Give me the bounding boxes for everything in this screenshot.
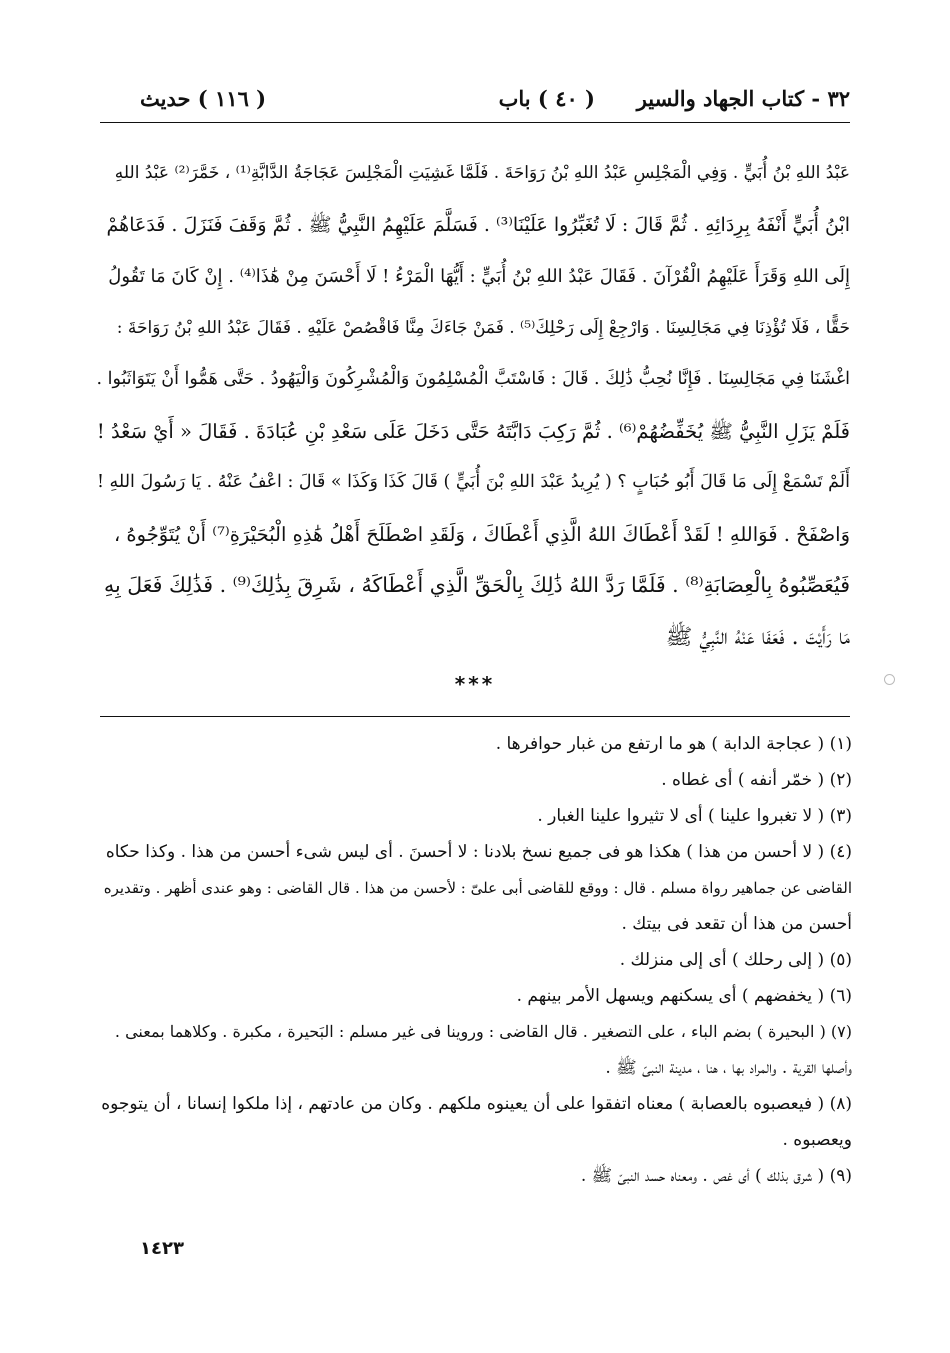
- header-hadith-number: ( ١١٦ ) حديث: [140, 86, 267, 111]
- running-header: [100, 86, 850, 120]
- footnote-1: (١) ( عجاجة الدابة ) هو ما ارتفع من غبار حوافرها .: [495, 734, 852, 754]
- text-line: حَقًّا ، فَلَا تُؤْذِنَا فِي مَجَالِسِنَا . وَارْجِعْ إِلَى رَحْلِكَ⁽⁵⁾ . فَمَنْ جَاءَكَ مِنَّا فَاقْصُصْ عَلَيْهِ . فَقَالَ عَبْدُ اللهِ بْنُ رَوَاحَةَ :: [116, 317, 850, 338]
- footnote-8-cont: ويعصبوه .: [782, 1130, 852, 1150]
- section-separator: ***: [454, 672, 496, 696]
- footnote-4: (٤) ( لا أحسن من هذا ) هكذا هو فى جميع نسخ بلادنا : لا أحسنَ . أى ليس شىء أحسن من هذا . وكذا حكاه: [105, 842, 852, 862]
- footnote-5: (٥) ( إلى رحلك ) أى إلى منزلك .: [619, 950, 852, 970]
- scan-mark: [884, 674, 895, 685]
- hadith-text: [96, 148, 850, 663]
- text-line: ابْنُ أُبَيٍّ أَنْفَهُ بِرِدَائِهِ . ثُمَّ قَالَ : لَا تُغَبِّرُوا عَلَيْنَا⁽³⁾ . فَسَلَّمَ عَلَيْهِمُ النَّبِيُّ ﷺ . ثُمَّ وَقَفَ فَنَزَلَ . فَدَعَاهُمْ: [106, 213, 850, 236]
- footnote-8: (٨) ( فيعصبوه بالعصابة ) معناه اتفقوا على أن يعينوه ملكهم . وكان من عادتهم ، إذا ملكوا إنسانا ، أن يتوجوه: [101, 1094, 852, 1114]
- text-line: فَيُعَصِّبُوهُ بِالْعِصَابَةِ⁽⁸⁾ . فَلَمَّا رَدَّ اللهُ ذَٰلِكَ بِالْحَقِّ الَّذِي أَعْطَاكَهُ ، شَرِقَ بِذَٰلِكَ⁽⁹⁾ . فَذَٰلِكَ فَعَلَ بِهِ: [104, 573, 850, 597]
- text-line: أَلَمْ تَسْمَعْ إِلَى مَا قَالَ أَبُو حُبَابٍ ؟ ( يُرِيدُ عَبْدَ اللهِ بْنَ أُبَيٍّ ) قَالَ كَذَا وَكَذَا » قَالَ : اعْفُ عَنْهُ . يَا رَسُولَ اللهِ !: [96, 472, 850, 492]
- footnote-6: (٦) ( يخفضهم ) أى يسكنهم ويسهل الأمر بينهم .: [516, 986, 852, 1006]
- text-line: مَا رَأَيْتَ . فَعَفَا عَنْهُ النَّبِيُّ ﷺ: [665, 624, 850, 650]
- text-line: فَلَمْ يَزَلِ النَّبِيُّ ﷺ يُخَفِّضُهُمْ⁽⁶⁾ . ثُمَّ رَكِبَ دَابَّتَهُ حَتَّى دَخَلَ عَلَى سَعْدِ بْنِ عُبَادَةَ . فَقَالَ « أَيْ سَعْدُ !: [96, 419, 850, 443]
- footnote-7: (٧) ( البحيرة ) بضم الباء ، على التصغير . قال القاضى : وروينا فى غير مسلم : البَحيرة ، مكبرة . وكلاهما بمعنى .: [114, 1022, 852, 1041]
- header-chapter: ( ٤٠ ) باب: [498, 86, 595, 111]
- header-book-title: ٣٢ - كتاب الجهاد والسير: [636, 86, 850, 111]
- page-number: ١٤٢٣: [140, 1238, 184, 1259]
- footnote-4-cont: القاضى عن جماهير رواة مسلم . قال : ووقع للقاضى أبى علىّ : لأحسن من هذا . قال القاضى : وهو عندى أظهر . وتقديره: [103, 879, 852, 897]
- footnote-4-cont: أحسن من هذا أن تقعد فى بيتك .: [621, 914, 852, 934]
- footnotes: [100, 726, 852, 1194]
- footnote-3: (٣) ( لا تغبروا علينا ) أى لا تثيروا علينا الغبار .: [537, 806, 852, 826]
- text-line: وَاصْفَحْ . فَوَاللهِ ! لَقَدْ أَعْطَاكَ اللهُ الَّذِي أَعْطَاكَ ، وَلَقَدِ اصْطَلَحَ أَهْلُ هَٰذِهِ الْبُحَيْرَةِ⁽⁷⁾ أَنْ يُتَوِّجُوهُ ،: [113, 522, 850, 546]
- text-line: عَبْدُ اللهِ بْنُ أُبَيٍّ . وَفِي الْمَجْلِسِ عَبْدُ اللهِ بْنُ رَوَاحَةَ . فَلَمَّا غَشِيَتِ الْمَجْلِسَ عَجَاجَةُ الدَّابَّةِ⁽¹⁾ ، خَمَّرَ⁽²⁾ عَبْدُ اللهِ: [114, 163, 850, 183]
- footnote-divider: [100, 716, 850, 717]
- text-line: إِلَى اللهِ وَقَرَأَ عَلَيْهِمُ الْقُرْآنَ . فَقَالَ عَبْدُ اللهِ بْنُ أُبَيٍّ : أَيُّهَا الْمَرْءُ ! لَا أَحْسَنَ مِنْ هَٰذَا⁽⁴⁾ . إِنْ كَانَ مَا تَقُولُ: [108, 266, 850, 287]
- footnote-9: (٩) ( شرق بذلك ) أى غص . ومعناه حسد النبىّ ﷺ .: [580, 1166, 852, 1186]
- footnote-7-cont: وأصلها القرية . والمراد بها ، هنا ، مدينة النبىّ ﷺ .: [605, 1058, 852, 1078]
- header-divider: [100, 122, 850, 123]
- text-line: اغْشَنَا فِي مَجَالِسِنَا . فَإِنَّا نُحِبُّ ذَٰلِكَ . قَالَ : فَاسْتَبَّ الْمُسْلِمُونَ وَالْمُشْرِكُونَ وَالْيَهُودُ . حَتَّى هَمُّوا أَنْ يَتَوَاثَبُوا .: [96, 369, 850, 389]
- footnote-2: (٢) ( خمّر أنفه ) أى غطاه .: [661, 770, 852, 790]
